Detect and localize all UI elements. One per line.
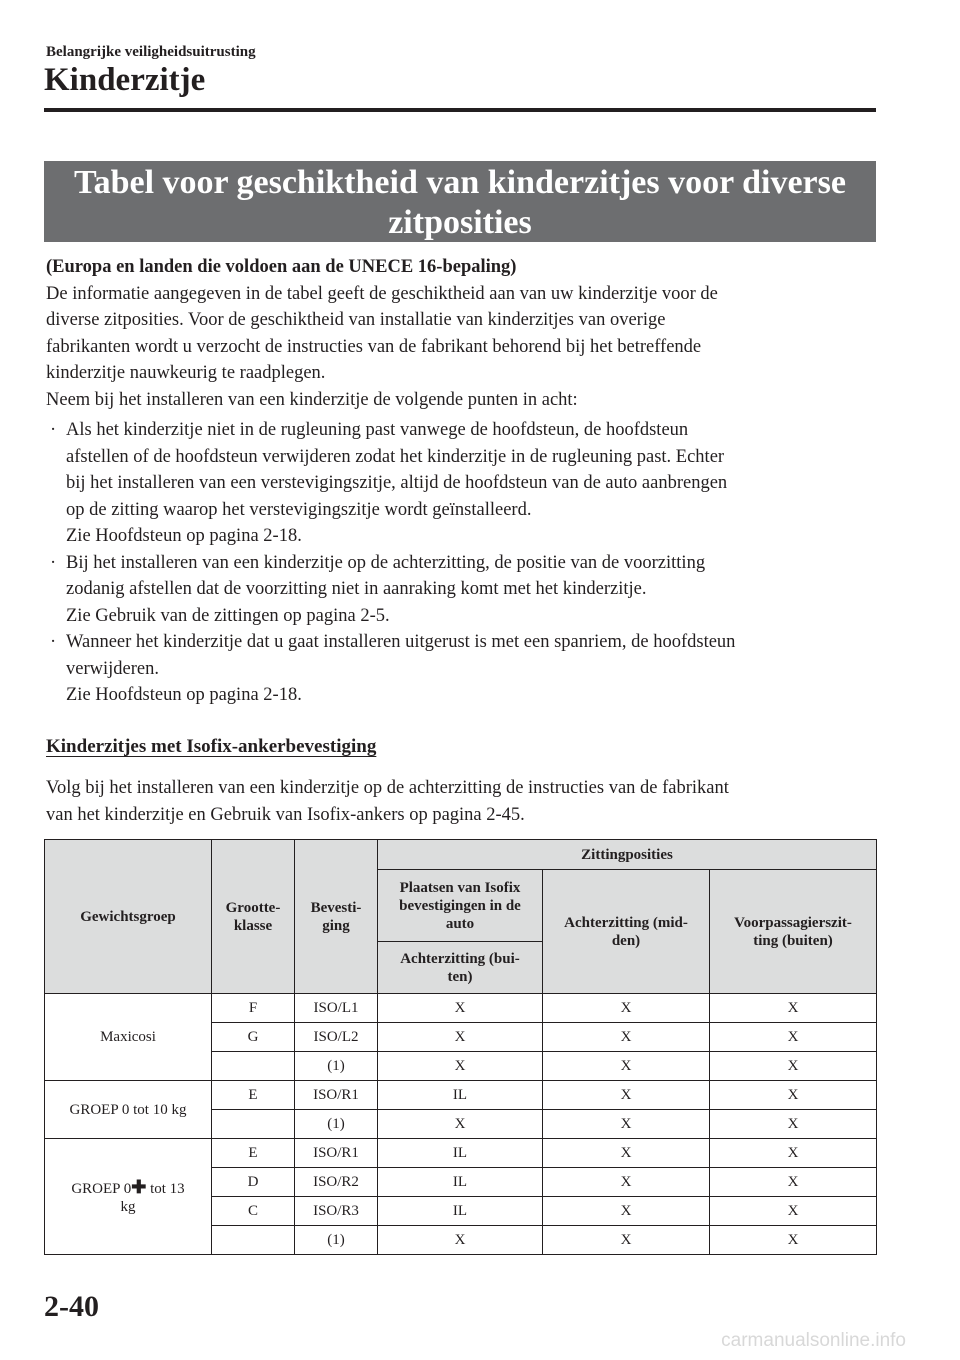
instruction-line: zodanig afstellen dat de voorzitting niet in aanraking komt met het kinderzitje. (66, 579, 647, 599)
intro-text (46, 254, 886, 709)
table-cell: G (212, 1023, 295, 1052)
table-cell: ISO/L2 (295, 1023, 378, 1052)
table-cell: F (212, 994, 295, 1023)
table-cell: X (543, 1052, 710, 1081)
weight-group-cell: Maxicosi (45, 994, 212, 1081)
table-row (45, 1081, 877, 1110)
intro-line: fabrikanten wordt u verzocht de instructies van de fabrikant behorend bij het betreffende (46, 336, 702, 357)
header-seating-positions: Zittingposities (378, 840, 877, 870)
table-cell: X (710, 1110, 877, 1139)
table-cell (212, 1226, 295, 1255)
isofix-paragraph (46, 775, 886, 829)
cross-reference: Zie Hoofdsteun op pagina 2-18. (66, 685, 302, 705)
instruction-line: Bij het installeren van een kinderzitje op de achterzitting, de positie van de voorzitting (66, 552, 706, 573)
table-cell: X (543, 1023, 710, 1052)
table-cell: X (710, 1081, 877, 1110)
table-cell: C (212, 1197, 295, 1226)
table-cell: X (710, 1168, 877, 1197)
header-rule (44, 108, 876, 112)
chapter-title: Kinderzitje (44, 62, 206, 98)
region-note: (Europa en landen die voldoen aan de UNECE 16-bepaling) (46, 257, 517, 277)
isofix-line: Volg bij het installeren van een kinderzitje op de achterzitting de instructies van de fabrikant (46, 778, 729, 798)
plus-icon: ✚ (131, 1176, 147, 1197)
table-cell: ISO/R1 (295, 1081, 378, 1110)
bullet-dot-icon: · (50, 420, 57, 440)
table-cell: IL (378, 1197, 543, 1226)
isofix-line: van het kinderzitje en Gebruik van Isofix-ankers op pagina 2-45. (46, 805, 525, 825)
instruction-item (46, 629, 886, 709)
table-cell: X (710, 994, 877, 1023)
table-cell: E (212, 1081, 295, 1110)
section-banner (44, 161, 876, 242)
table-row (45, 994, 877, 1023)
table-cell: ISO/R2 (295, 1168, 378, 1197)
header-isofix-positions: Plaatsen van Isofix bevestigingen in de auto (378, 870, 543, 942)
table-cell: X (378, 994, 543, 1023)
table-cell: IL (378, 1168, 543, 1197)
table-cell (212, 1110, 295, 1139)
instruction-line: verwijderen. (66, 658, 159, 679)
section-label: Belangrijke veiligheidsuitrusting (46, 44, 256, 60)
intro-line: De informatie aangegeven in de tabel geeft de geschiktheid aan van uw kinderzitje voor de (46, 283, 718, 304)
table-cell: (1) (295, 1052, 378, 1081)
table-cell: X (378, 1110, 543, 1139)
isofix-heading: Kinderzitjes met Isofix-ankerbevestiging (46, 736, 377, 757)
instruction-line: afstellen of de hoofdsteun verwijderen zodat het kinderzitje in de rugleuning past. Echter (66, 446, 725, 467)
instruction-line: bij het installeren van een verstevigingszitje, altijd de hoofdsteun van de auto aanbrengen (66, 473, 728, 493)
intro-line: diverse zitposities. Voor de geschiktheid van installatie van kinderzitjes van overige (46, 310, 666, 330)
table-cell: X (378, 1052, 543, 1081)
table-cell: X (710, 1023, 877, 1052)
instruction-item (46, 417, 886, 550)
header-rear-outer: Achterzitting (bui- ten) (378, 942, 543, 994)
header-rear-center: Achterzitting (mid- den) (543, 870, 710, 994)
banner-title-line-2: zitposities (388, 204, 532, 241)
header-fixation: Bevesti- ging (295, 840, 378, 994)
header-front-passenger: Voorpassagierszit- ting (buiten) (710, 870, 877, 994)
table-cell: ISO/L1 (295, 994, 378, 1023)
intro-line: Neem bij het installeren van een kinderzitje de volgende punten in acht: (46, 389, 578, 410)
table-cell: X (710, 1197, 877, 1226)
table-row (45, 1139, 877, 1168)
instruction-list (46, 417, 886, 709)
table-cell: X (378, 1023, 543, 1052)
table-cell: ISO/R1 (295, 1139, 378, 1168)
instruction-line: Als het kinderzitje niet in de rugleuning past vanwege de hoofdsteun, de hoofdsteun (66, 420, 689, 440)
bullet-dot-icon: · (50, 632, 57, 652)
table-cell: (1) (295, 1110, 378, 1139)
table-cell: X (543, 1168, 710, 1197)
watermark: carmanualsonline.info (721, 1330, 906, 1351)
table-cell: X (710, 1226, 877, 1255)
page-number: 2-40 (44, 1290, 99, 1323)
table-cell: X (378, 1226, 543, 1255)
table-cell: IL (378, 1139, 543, 1168)
table-cell: X (543, 1226, 710, 1255)
bullet-dot-icon: · (50, 552, 57, 573)
table-cell: E (212, 1139, 295, 1168)
header-weight-group: Gewichtsgroep (45, 840, 212, 994)
table-cell: X (543, 1197, 710, 1226)
table-cell: ISO/R3 (295, 1197, 378, 1226)
table-cell: X (543, 994, 710, 1023)
cross-reference: Zie Gebruik van de zittingen op pagina 2-5. (66, 605, 390, 626)
cross-reference: Zie Hoofdsteun op pagina 2-18. (66, 526, 302, 546)
instruction-line: Wanneer het kinderzitje dat u gaat installeren uitgerust is met een spanriem, de hoofdsteun (66, 632, 736, 652)
table-cell: X (710, 1052, 877, 1081)
table-cell: X (710, 1139, 877, 1168)
table-cell: X (543, 1081, 710, 1110)
intro-line: kinderzitje nauwkeurig te raadplegen. (46, 363, 326, 383)
banner-title-line-1: Tabel voor geschiktheid van kinderzitjes voor diverse (74, 164, 846, 201)
weight-group-cell: GROEP 0 tot 10 kg (45, 1081, 212, 1139)
table-cell (212, 1052, 295, 1081)
table-cell: (1) (295, 1226, 378, 1255)
seat-suitability-table (44, 839, 877, 1255)
table-cell: X (543, 1110, 710, 1139)
instruction-item (46, 550, 886, 630)
weight-group-cell: GROEP 0✚ tot 13 kg (45, 1139, 212, 1255)
header-size-class: Grootte- klasse (212, 840, 295, 994)
table-cell: D (212, 1168, 295, 1197)
instruction-line: op de zitting waarop het verstevigingszitje wordt geïnstalleerd. (66, 499, 532, 520)
table-cell: IL (378, 1081, 543, 1110)
table-cell: X (543, 1139, 710, 1168)
